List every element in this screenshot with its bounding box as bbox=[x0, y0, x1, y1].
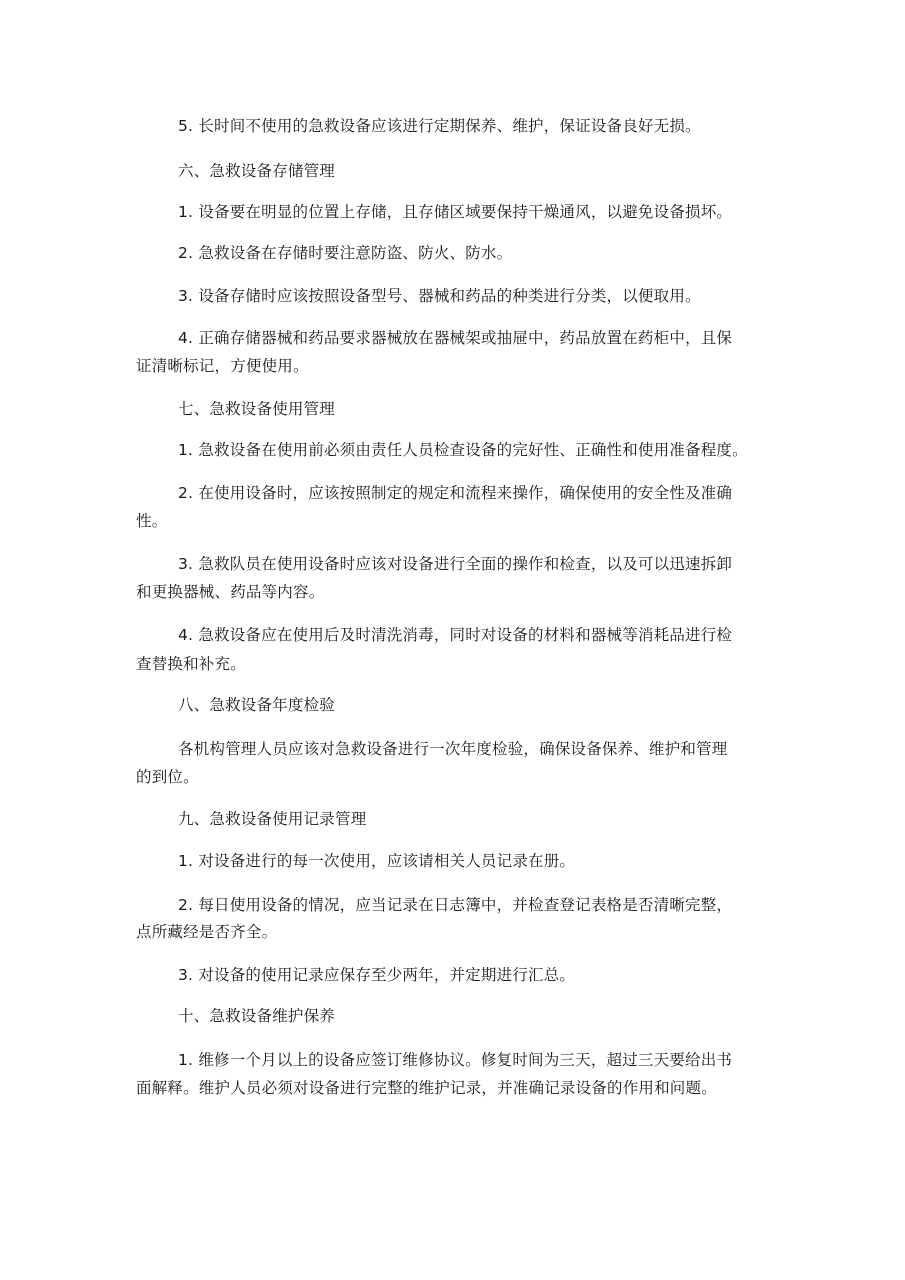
section-heading-9: 九、急救设备使用记录管理 bbox=[178, 810, 367, 828]
paragraph-usage-4-line-1: 4. 急救设备应在使用后及时清洗消毒，同时对设备的材料和器械等消耗品进行检 bbox=[178, 626, 733, 644]
paragraph-usage-3-line-2: 和更换器械、药品等内容。 bbox=[136, 583, 325, 601]
paragraph-storage-4-line-1: 4. 正确存储器械和药品要求器械放在器械架或抽屉中，药品放置在药柜中，且保 bbox=[178, 329, 733, 347]
paragraph-record-1: 1. 对设备进行的每一次使用，应该请相关人员记录在册。 bbox=[178, 852, 576, 870]
section-heading-10: 十、急救设备维护保养 bbox=[178, 1007, 336, 1025]
paragraph-maintenance-1-line-2: 面解释。维护人员必须对设备进行完整的维护记录，并准确记录设备的作用和问题。 bbox=[136, 1079, 717, 1097]
section-heading-8: 八、急救设备年度检验 bbox=[178, 696, 336, 714]
paragraph-storage-2: 2. 急救设备在存储时要注意防盗、防火、防水。 bbox=[178, 244, 513, 262]
paragraph-record-2-line-1: 2. 每日使用设备的情况，应当记录在日志簿中，并检查登记表格是否清晰完整， bbox=[178, 896, 733, 914]
paragraph-maintenance-1-line-1: 1. 维修一个月以上的设备应签订维修协议。修复时间为三天，超过三天要给出书 bbox=[178, 1051, 733, 1069]
paragraph-annual-line-1: 各机构管理人员应该对急救设备进行一次年度检验，确保设备保养、维护和管理 bbox=[178, 740, 728, 758]
paragraph-record-2-line-2: 点所藏经是否齐全。 bbox=[136, 923, 278, 941]
section-heading-7: 七、急救设备使用管理 bbox=[178, 400, 336, 418]
paragraph-record-3: 3. 对设备的使用记录应保存至少两年，并定期进行汇总。 bbox=[178, 966, 576, 984]
section-heading-6: 六、急救设备存储管理 bbox=[178, 162, 336, 180]
paragraph-usage-2-line-2: 性。 bbox=[136, 512, 168, 530]
paragraph-item-5: 5. 长时间不使用的急救设备应该进行定期保养、维护，保证设备良好无损。 bbox=[178, 117, 701, 135]
paragraph-storage-1: 1. 设备要在明显的位置上存储，且存储区域要保持干燥通风，以避免设备损坏。 bbox=[178, 203, 733, 221]
paragraph-usage-2-line-1: 2. 在使用设备时，应该按照制定的规定和流程来操作，确保使用的安全性及准确 bbox=[178, 484, 733, 502]
paragraph-usage-3-line-1: 3. 急救队员在使用设备时应该对设备进行全面的操作和检查，以及可以迅速拆卸 bbox=[178, 555, 733, 573]
paragraph-usage-1: 1. 急救设备在使用前必须由责任人员检查设备的完好性、正确性和使用准备程度。 bbox=[178, 441, 748, 459]
paragraph-annual-line-2: 的到位。 bbox=[136, 768, 199, 786]
paragraph-usage-4-line-2: 查替换和补充。 bbox=[136, 655, 246, 673]
paragraph-storage-3: 3. 设备存储时应该按照设备型号、器械和药品的种类进行分类，以便取用。 bbox=[178, 287, 701, 305]
paragraph-storage-4-line-2: 证清晰标记，方便使用。 bbox=[136, 357, 309, 375]
